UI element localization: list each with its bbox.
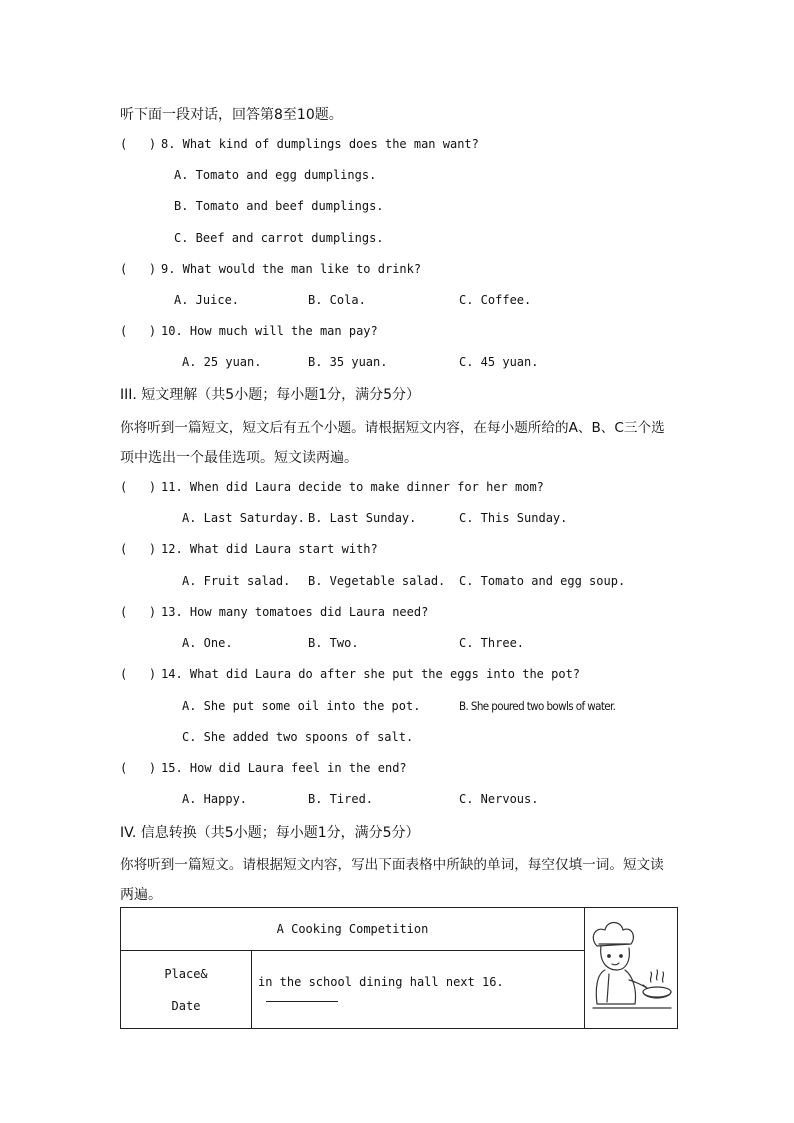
place-date-value-cell bbox=[252, 951, 585, 1029]
option-12c[interactable]: C. Tomato and egg soup. bbox=[459, 574, 626, 588]
chef-illustration bbox=[585, 908, 678, 1029]
option-11b[interactable]: B. Last Sunday. bbox=[308, 511, 417, 525]
question-13: 13. How many tomatoes did Laura need? bbox=[161, 605, 429, 619]
option-9c[interactable]: C. Coffee. bbox=[459, 293, 532, 307]
place-date-label bbox=[121, 951, 252, 1029]
section3-instruction-line2: 项中选出一个最佳选项。短文读两遍。 bbox=[120, 450, 358, 466]
option-15a[interactable]: A. Happy. bbox=[182, 792, 248, 806]
answer-paren-13[interactable]: ( ) bbox=[120, 605, 157, 619]
section3-instruction-line1: 你将听到一篇短文，短文后有五个小题。请根据短文内容，在每小题所给的A、B、C三个选 bbox=[120, 420, 665, 436]
date-label: Date bbox=[171, 998, 201, 1013]
option-12a[interactable]: A. Fruit salad. bbox=[182, 574, 291, 588]
question-10: 10. How much will the man pay? bbox=[161, 324, 378, 338]
option-13b[interactable]: B. Two. bbox=[308, 636, 359, 650]
question-9: 9. What would the man like to drink? bbox=[161, 262, 422, 276]
option-13c[interactable]: C. Three. bbox=[459, 636, 525, 650]
section4-heading: IV. 信息转换（共5小题；每小题1分，满分5分） bbox=[120, 825, 420, 841]
option-10c[interactable]: C. 45 yuan. bbox=[459, 355, 539, 369]
section4-instruction-line2: 两遍。 bbox=[120, 887, 162, 903]
section4-instruction-line1: 你将听到一篇短文。请根据短文内容，写出下面表格中所缺的单词，每空仅填一词。短文读 bbox=[120, 857, 664, 873]
question-15: 15. How did Laura feel in the end? bbox=[161, 761, 407, 775]
option-11c[interactable]: C. This Sunday. bbox=[459, 511, 568, 525]
option-8c[interactable]: C. Beef and carrot dumplings. bbox=[174, 231, 384, 245]
option-14a[interactable]: A. She put some oil into the pot. bbox=[182, 699, 421, 713]
option-14b[interactable]: B. She poured two bowls of water. bbox=[459, 699, 616, 713]
question-14: 14. What did Laura do after she put the eggs into the pot? bbox=[161, 667, 581, 681]
option-14c[interactable]: C. She added two spoons of salt. bbox=[182, 730, 414, 744]
question-8: 8. What kind of dumplings does the man want? bbox=[161, 137, 479, 151]
option-11a[interactable]: A. Last Saturday. bbox=[182, 511, 305, 525]
question-11: 11. When did Laura decide to make dinner for her mom? bbox=[161, 480, 544, 494]
table-title: A Cooking Competition bbox=[121, 908, 585, 951]
option-10a[interactable]: A. 25 yuan. bbox=[182, 355, 262, 369]
option-8a[interactable]: A. Tomato and egg dumplings. bbox=[174, 168, 377, 182]
instruction-q8-10: 听下面一段对话，回答第8至10题。 bbox=[120, 107, 343, 123]
answer-blank-16[interactable] bbox=[266, 989, 338, 1002]
answer-paren-9[interactable]: ( ) bbox=[120, 262, 157, 276]
place-label: Place& bbox=[164, 966, 208, 981]
option-15c[interactable]: C. Nervous. bbox=[459, 792, 539, 806]
option-8b[interactable]: B. Tomato and beef dumplings. bbox=[174, 199, 384, 213]
question-12: 12. What did Laura start with? bbox=[161, 542, 378, 556]
section3-heading: III. 短文理解（共5小题；每小题1分，满分5分） bbox=[120, 387, 421, 403]
option-15b[interactable]: B. Tired. bbox=[308, 792, 374, 806]
answer-paren-14[interactable]: ( ) bbox=[120, 667, 157, 681]
option-10b[interactable]: B. 35 yuan. bbox=[308, 355, 388, 369]
info-table bbox=[120, 907, 678, 1029]
answer-paren-11[interactable]: ( ) bbox=[120, 480, 157, 494]
option-9b[interactable]: B. Cola. bbox=[308, 293, 366, 307]
option-9a[interactable]: A. Juice. bbox=[174, 293, 240, 307]
answer-paren-8[interactable]: ( ) bbox=[120, 137, 157, 151]
place-date-value: in the school dining hall next 16. bbox=[258, 974, 504, 989]
option-12b[interactable]: B. Vegetable salad. bbox=[308, 574, 446, 588]
answer-paren-12[interactable]: ( ) bbox=[120, 542, 157, 556]
answer-paren-15[interactable]: ( ) bbox=[120, 761, 157, 775]
answer-paren-10[interactable]: ( ) bbox=[120, 324, 157, 338]
chef-cooking-icon bbox=[585, 908, 677, 1024]
option-13a[interactable]: A. One. bbox=[182, 636, 233, 650]
